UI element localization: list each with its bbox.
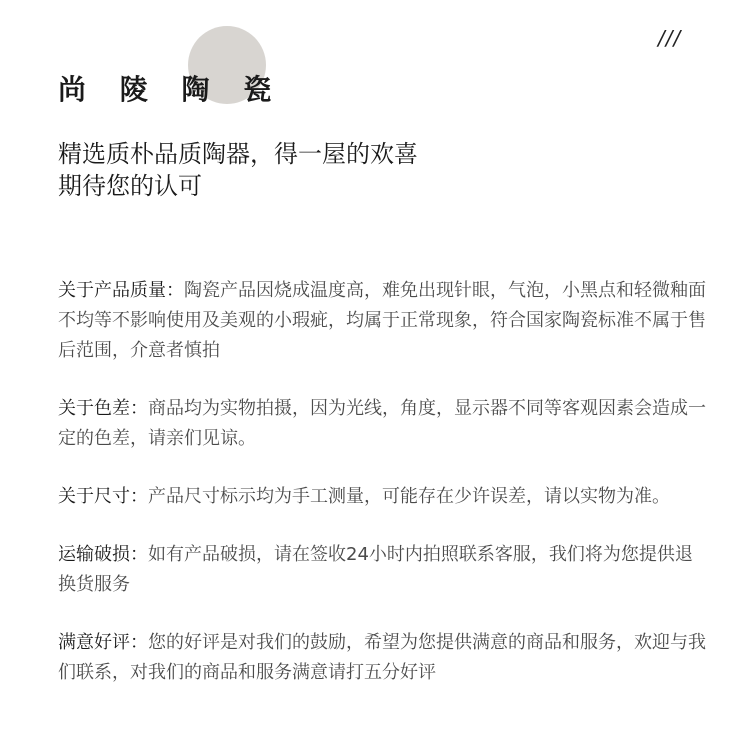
note-shipping-damage (58, 540, 708, 600)
note-label: 关于尺寸： (58, 486, 148, 507)
note-label: 关于产品质量： (58, 280, 184, 301)
slogan-line-1: 精选质朴品质陶器，得一屋的欢喜 (58, 140, 418, 168)
slogan (58, 138, 418, 202)
note-text: 如有产品破损，请在签收24小时内拍照联系客服，我们将为您提供退换货服务 (58, 544, 693, 595)
note-label: 运输破损： (58, 544, 148, 565)
note-product-quality (58, 276, 708, 366)
note-color-difference (58, 394, 708, 454)
note-label: 关于色差： (58, 398, 148, 419)
note-text: 产品尺寸标示均为手工测量，可能存在少许误差，请以实物为准。 (148, 486, 670, 507)
slogan-line-2: 期待您的认可 (58, 172, 202, 200)
note-text: 陶瓷产品因烧成温度高，难免出现针眼，气泡，小黑点和轻微釉面不均等不影响使用及美观的小瑕疵，均属于正常现象，符合国家陶瓷标准不属于售后范围，介意者慎拍 (58, 280, 706, 361)
note-review (58, 628, 708, 688)
notes-section (58, 276, 708, 716)
note-text: 您的好评是对我们的鼓励，希望为您提供满意的商品和服务，欢迎与我们联系，对我们的商品和服务满意请打五分好评 (58, 632, 706, 683)
note-size (58, 482, 708, 512)
brand-title: 尚 陵 陶 瓷 (58, 73, 284, 106)
note-label: 满意好评： (58, 632, 148, 653)
note-text: 商品均为实物拍摄，因为光线，角度，显示器不同等客观因素会造成一定的色差，请亲们见谅。 (58, 398, 706, 449)
corner-slash-mark: /// (658, 26, 682, 50)
